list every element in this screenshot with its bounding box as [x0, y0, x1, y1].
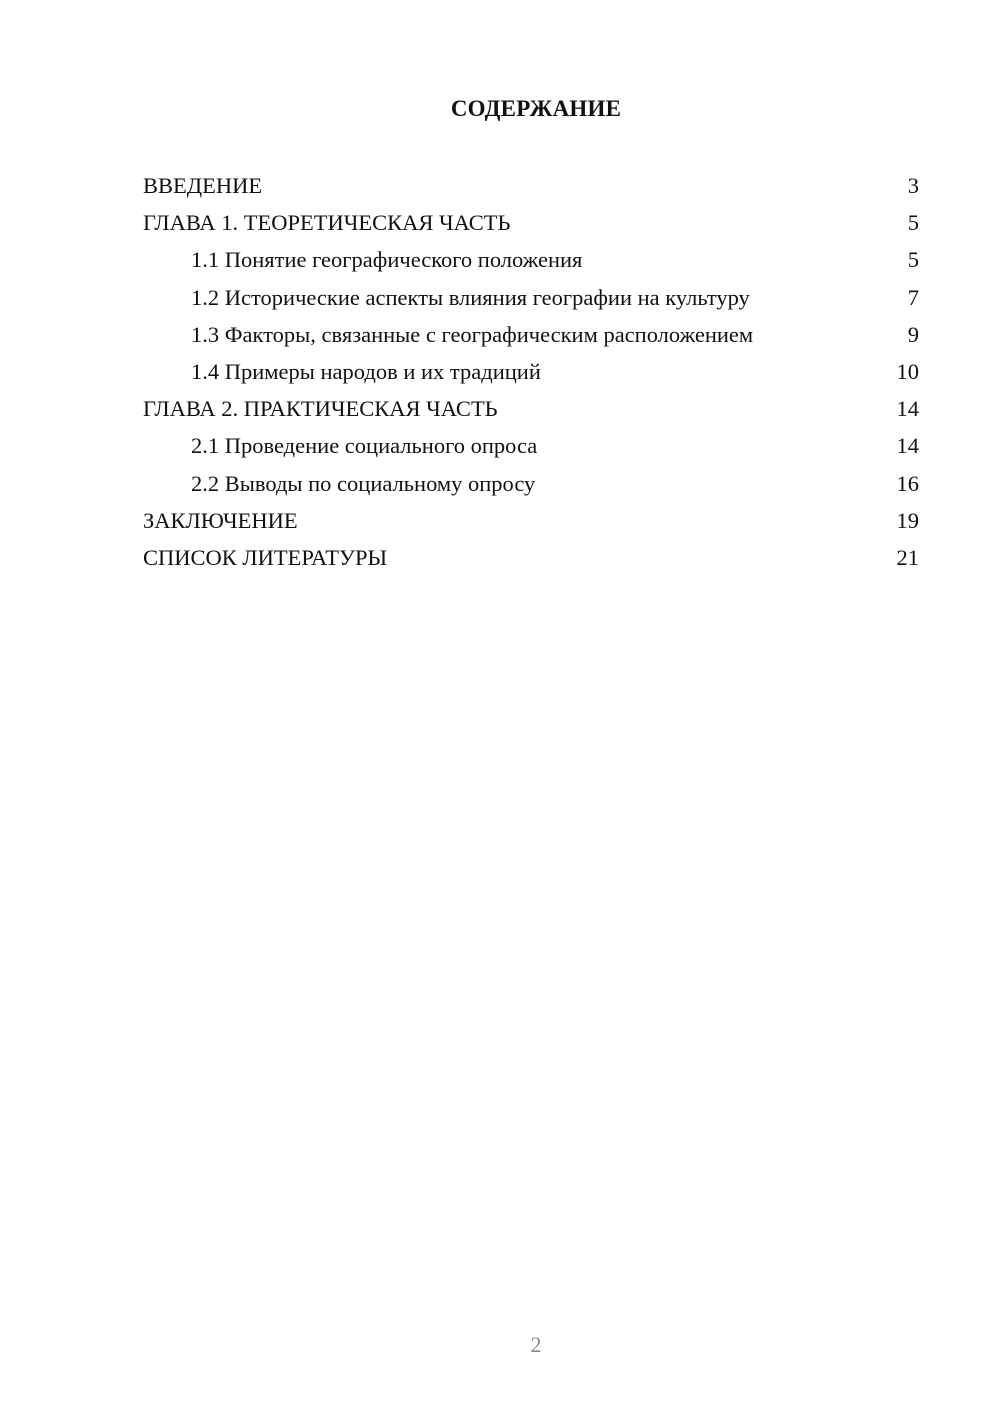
toc-entry-chapter-1: [143, 204, 919, 241]
toc-entry-page: 10: [896, 358, 919, 384]
toc-entry-label: 2.1 Проведение социального опроса: [191, 433, 538, 459]
toc-entry-label: ГЛАВА 2. ПРАКТИЧЕСКАЯ ЧАСТЬ: [143, 396, 498, 422]
toc-entry-page: 16: [896, 470, 919, 496]
toc-entry-label: 1.1 Понятие географического положения: [191, 247, 583, 273]
toc-entry-page: 5: [907, 247, 919, 273]
toc-entry-label: СПИСОК ЛИТЕРАТУРЫ: [143, 544, 388, 570]
toc-entry-page: 3: [907, 173, 919, 198]
toc-entry-section-2-2: [143, 465, 919, 502]
toc-entry-page: 19: [896, 507, 919, 533]
toc-entry-section-1-1: [143, 241, 919, 278]
toc-entry-section-1-2: [143, 279, 919, 316]
toc-entry-introduction: [143, 167, 919, 204]
toc-entry-section-1-4: [143, 353, 919, 390]
toc-entry-label: 1.4 Примеры народов и их традиций: [191, 358, 541, 384]
toc-entry-page: 14: [896, 396, 919, 422]
toc-entry-page: 7: [907, 284, 919, 310]
toc-entry-page: 21: [896, 544, 919, 570]
toc-entry-page: 5: [907, 210, 919, 236]
toc-entry-section-2-1: [143, 427, 919, 464]
toc-entry-label: ГЛАВА 1. ТЕОРЕТИЧЕСКАЯ ЧАСТЬ: [143, 210, 511, 236]
page-number: 2: [530, 1332, 542, 1357]
toc-entry-label: 1.2 Исторические аспекты влияния географии на культуру: [191, 284, 750, 310]
table-of-contents: [143, 167, 919, 576]
toc-entry-conclusion: [143, 502, 919, 539]
toc-entry-section-1-3: [143, 316, 919, 353]
toc-entry-page: 14: [896, 433, 919, 459]
toc-entry-label: 1.3 Факторы, связанные с географическим расположением: [191, 321, 754, 347]
toc-title: СОДЕРЖАНИЕ: [450, 96, 622, 121]
toc-entry-label: ВВЕДЕНИЕ: [143, 173, 263, 198]
toc-entry-references: [143, 539, 919, 576]
toc-entry-label: 2.2 Выводы по социальному опросу: [191, 470, 536, 496]
toc-entry-label: ЗАКЛЮЧЕНИЕ: [143, 507, 298, 533]
toc-entry-chapter-2: [143, 390, 919, 427]
toc-entry-page: 9: [907, 321, 919, 347]
